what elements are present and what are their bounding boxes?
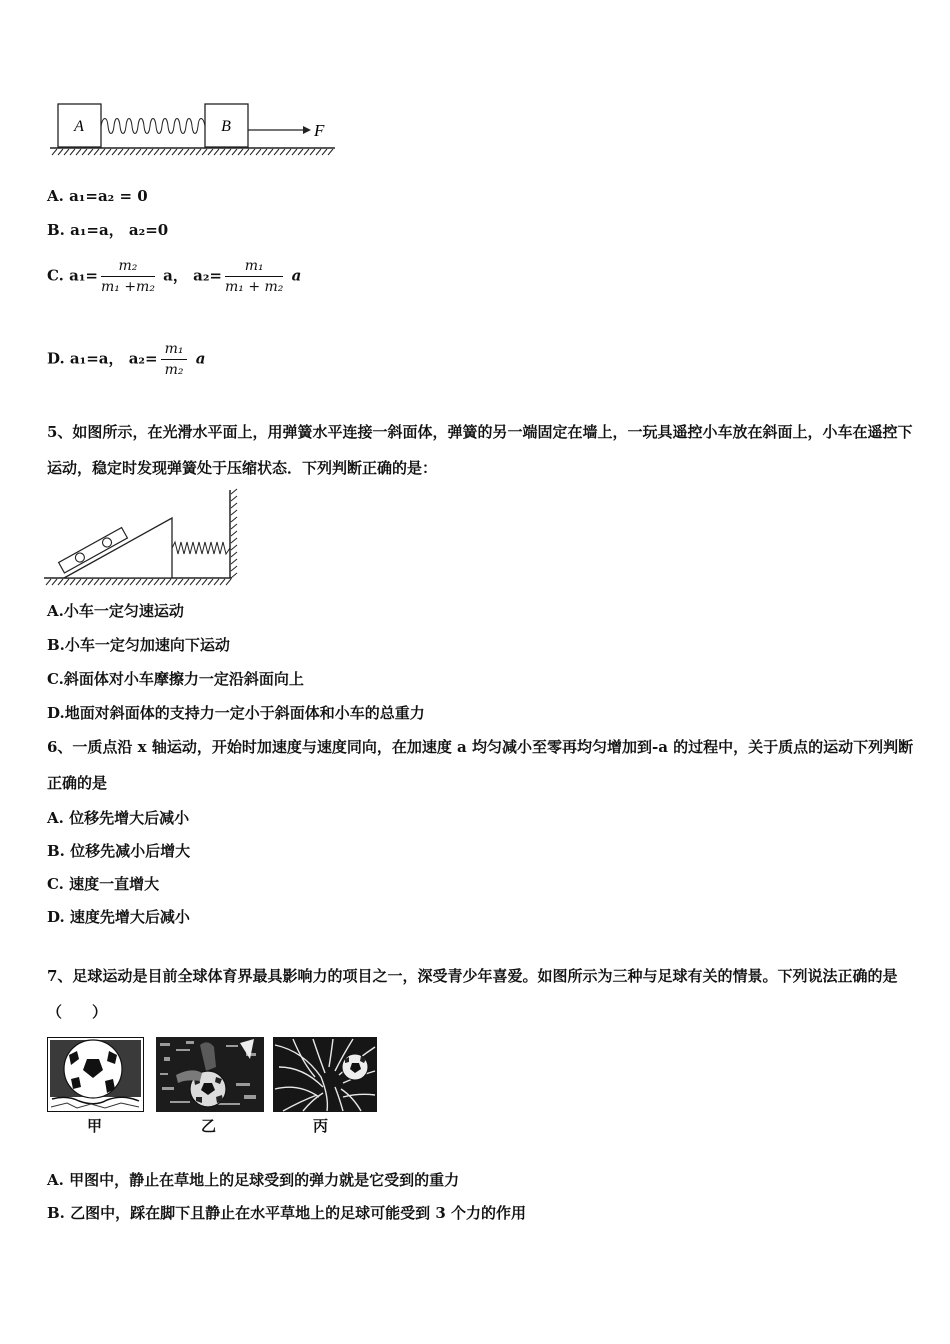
incline-spring-figure bbox=[44, 486, 239, 586]
force-label: F bbox=[314, 121, 325, 140]
fraction-denominator: m₁ + m₂ bbox=[224, 279, 284, 295]
q6-option-c[interactable]: C. 速度一直增大 bbox=[47, 875, 160, 893]
q4-option-d[interactable] bbox=[47, 341, 205, 378]
q4-option-c-prefix: C. a₁= bbox=[47, 266, 98, 285]
fraction-numerator: m₂ bbox=[101, 258, 155, 277]
block-b-label: B bbox=[221, 118, 231, 135]
soccer-ball-photo-jia bbox=[47, 1037, 144, 1112]
q4-option-b[interactable]: B. a₁=a， a₂=0 bbox=[47, 221, 169, 239]
fraction bbox=[161, 341, 188, 378]
q5-option-a[interactable]: A.小车一定匀速运动 bbox=[47, 602, 184, 620]
q4-option-d-prefix: D. a₁=a， a₂= bbox=[47, 349, 158, 368]
incline-block bbox=[64, 518, 172, 578]
spring-icon bbox=[101, 119, 205, 134]
soccer-ball-photo-bing bbox=[273, 1037, 377, 1112]
fraction-denominator: m₁ +m₂ bbox=[100, 279, 155, 295]
q5-option-d[interactable]: D.地面对斜面体的支持力一定小于斜面体和小车的总重力 bbox=[47, 704, 425, 722]
q7-option-b[interactable]: B. 乙图中，踩在脚下且静止在水平草地上的足球可能受到 3 个力的作用 bbox=[47, 1204, 527, 1222]
q4-option-c-mid: a， a₂= bbox=[157, 266, 222, 285]
caption-jia: 甲 bbox=[87, 1117, 103, 1135]
q6-stem: 6、一质点沿 x 轴运动，开始时加速度与速度同向，在加速度 a 均匀减小至零再均匀增加到-a 的过程中，关于质点的运动下列判断正确的是 bbox=[47, 738, 914, 792]
q6-option-a[interactable]: A. 位移先增大后减小 bbox=[47, 809, 190, 827]
caption-bing: 丙 bbox=[313, 1117, 329, 1135]
soccer-ball-photo-yi bbox=[156, 1037, 264, 1112]
q7-stem: 7、足球运动是目前全球体育界最具影响力的项目之一，深受青少年喜爱。如图所示为三种与足球有关的情景。下列说法正确的是（ ） bbox=[47, 967, 898, 1021]
q4-option-c-suffix: a bbox=[286, 266, 302, 285]
q4-option-d-suffix: a bbox=[190, 349, 206, 368]
q5-option-c[interactable]: C.斜面体对小车摩擦力一定沿斜面向上 bbox=[47, 670, 304, 688]
fraction-denominator: m₂ bbox=[164, 362, 184, 378]
caption-yi: 乙 bbox=[201, 1117, 217, 1135]
q7-option-a[interactable]: A. 甲图中，静止在草地上的足球受到的弹力就是它受到的重力 bbox=[47, 1171, 460, 1189]
fraction-numerator: m₁ bbox=[225, 258, 283, 277]
block-a-label: A bbox=[74, 118, 84, 135]
q4-option-c[interactable] bbox=[47, 258, 301, 295]
q6-option-b[interactable]: B. 位移先减小后增大 bbox=[47, 842, 191, 860]
fraction bbox=[101, 258, 155, 295]
fraction-numerator: m₁ bbox=[161, 341, 188, 360]
q5-stem: 5、如图所示，在光滑水平面上，用弹簧水平连接一斜面体，弹簧的另一端固定在墙上，一玩具遥控小车放在斜面上，小车在遥控下运动，稳定时发现弹簧处于压缩状态．下列判断正确的是： bbox=[47, 423, 913, 477]
spring-icon bbox=[172, 542, 230, 554]
q6-option-d[interactable]: D. 速度先增大后减小 bbox=[47, 908, 190, 926]
spring-blocks-figure bbox=[45, 98, 345, 160]
fraction bbox=[225, 258, 283, 295]
q4-option-a[interactable]: A. a₁=a₂ = 0 bbox=[47, 187, 148, 205]
q5-option-b[interactable]: B.小车一定匀加速向下运动 bbox=[47, 636, 230, 654]
